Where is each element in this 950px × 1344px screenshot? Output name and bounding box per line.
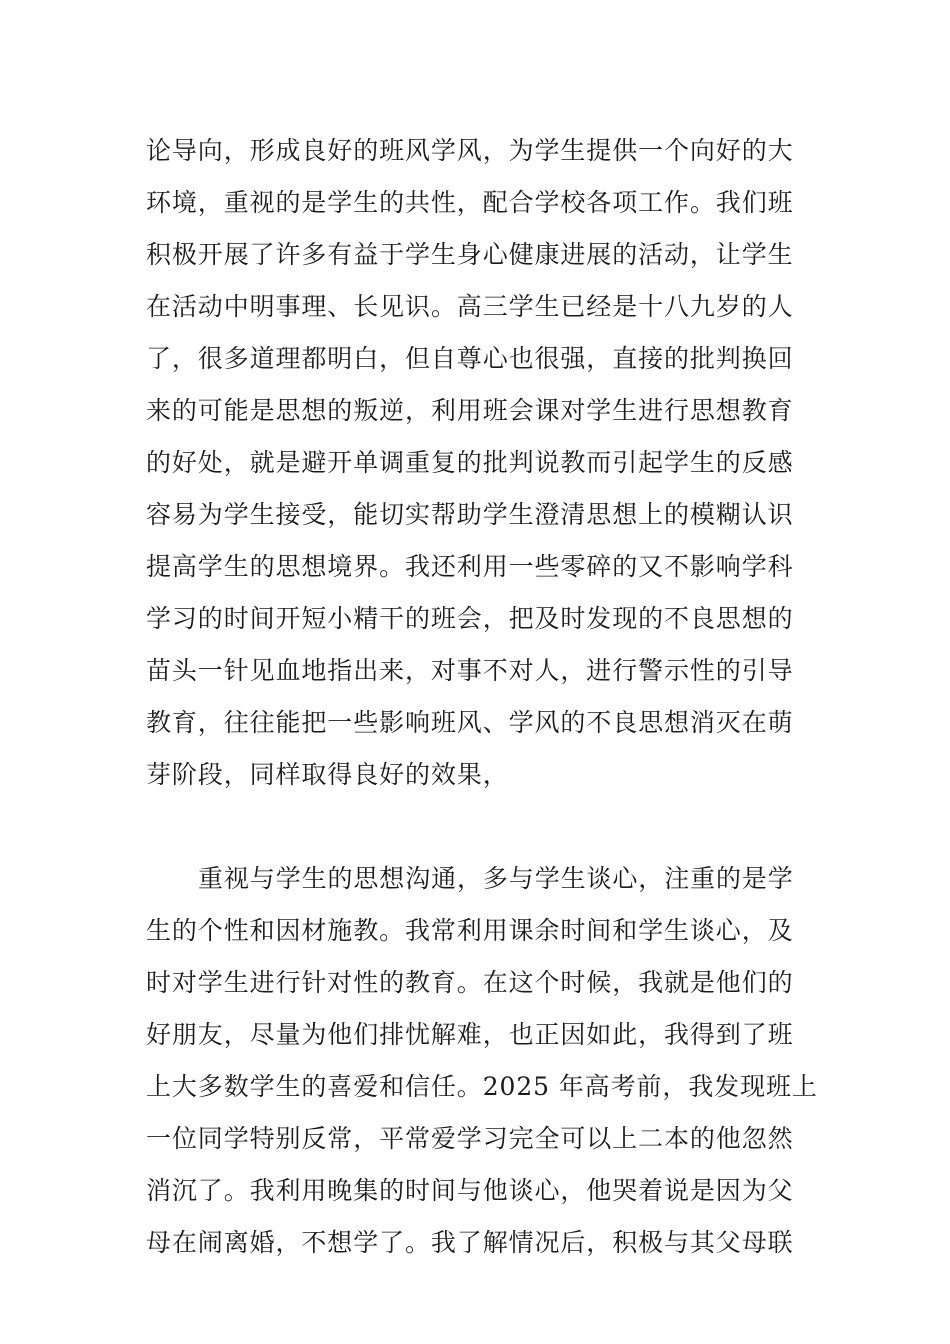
- paragraph-2-line: 重视与学生的思想沟通，多与学生谈心，注重的是学: [198, 864, 794, 893]
- paragraph-1-line: 了，很多道理都明白，但自尊心也很强，直接的批判换回: [146, 344, 794, 373]
- paragraph-1-line: 教育，往往能把一些影响班风、学风的不良思想消灭在萌: [146, 708, 794, 737]
- paragraph-2-line: 生的个性和因材施教。我常利用课余时间和学生谈心，及: [146, 916, 794, 945]
- paragraph-2-line: 母在闹离婚，不想学了。我了解情况后，积极与其父母联: [146, 1228, 794, 1257]
- paragraph-1-line: 环境，重视的是学生的共性，配合学校各项工作。我们班: [146, 188, 794, 217]
- paragraph-1-line: 提高学生的思想境界。我还利用一些零碎的又不影响学科: [146, 552, 794, 581]
- paragraph-1-line: 在活动中明事理、长见识。高三学生已经是十八九岁的人: [146, 292, 794, 321]
- paragraph-2-line: 时对学生进行针对性的教育。在这个时候，我就是他们的: [146, 968, 794, 997]
- paragraph-1-line: 苗头一针见血地指出来，对事不对人，进行警示性的引导: [146, 656, 794, 685]
- paragraph-2-line: 上大多数学生的喜爱和信任。2025 年高考前，我发现班上: [146, 1072, 818, 1101]
- paragraph-2-line: 消沉了。我利用晚集的时间与他谈心，他哭着说是因为父: [146, 1176, 794, 1205]
- paragraph-2-line: 一位同学特别反常，平常爱学习完全可以上二本的他忽然: [146, 1124, 794, 1153]
- paragraph-1-line: 学习的时间开短小精干的班会，把及时发现的不良思想的: [146, 604, 794, 633]
- paragraph-1-line: 来的可能是思想的叛逆，利用班会课对学生进行思想教育: [146, 396, 794, 425]
- paragraph-1-line: 论导向，形成良好的班风学风，为学生提供一个向好的大: [146, 136, 794, 165]
- paragraph-1-line: 的好处，就是避开单调重复的批判说教而引起学生的反感: [146, 448, 794, 477]
- paragraph-2-line: 好朋友，尽量为他们排忧解难，也正因如此，我得到了班: [146, 1020, 794, 1049]
- paragraph-1-line: 积极开展了许多有益于学生身心健康进展的活动，让学生: [146, 240, 794, 269]
- paragraph-1-line: 容易为学生接受，能切实帮助学生澄清思想上的模糊认识: [146, 500, 794, 529]
- paragraph-1-line: 芽阶段，同样取得良好的效果，: [146, 760, 509, 789]
